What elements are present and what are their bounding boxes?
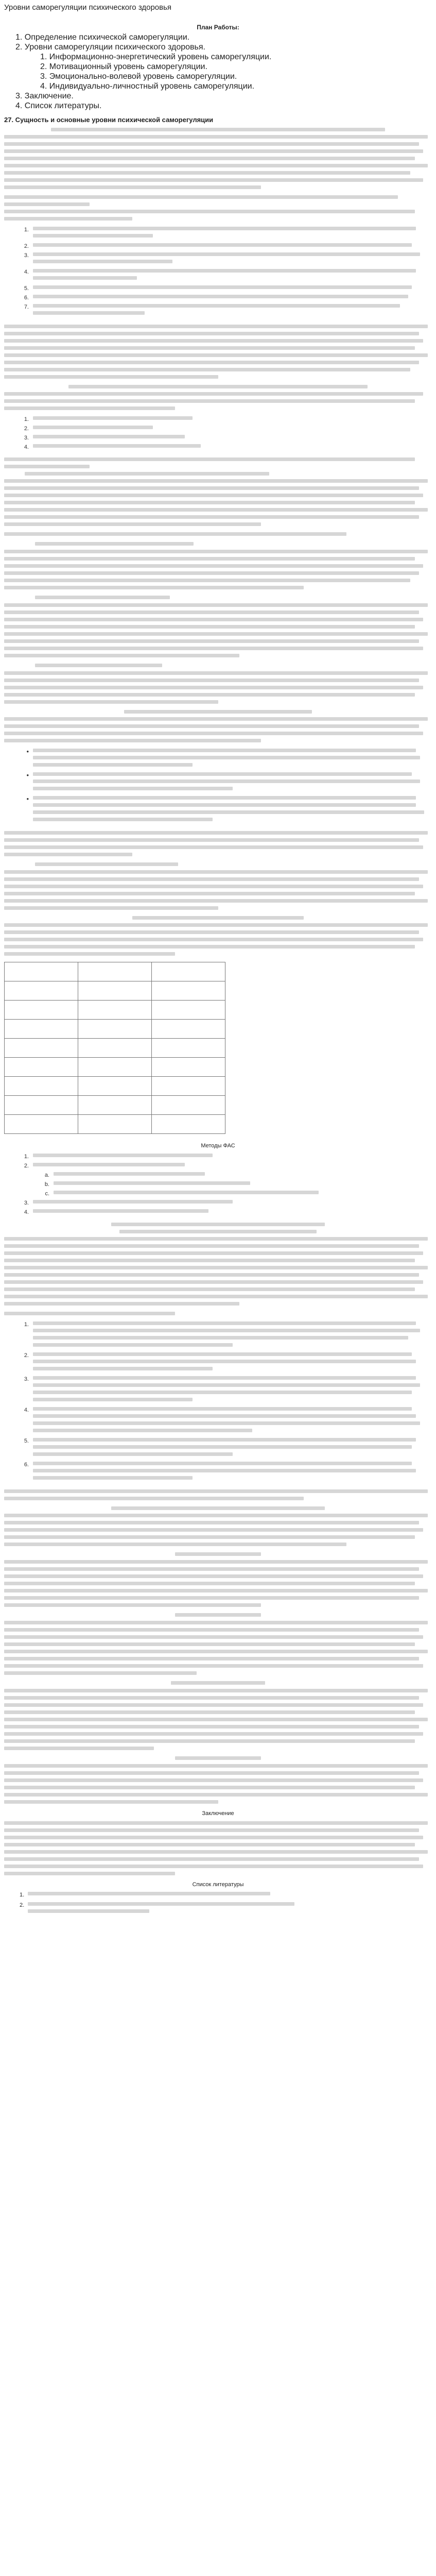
paragraph <box>4 717 432 742</box>
plan-item: 1. Определение психической саморегуляции. <box>15 33 190 42</box>
quote <box>4 385 432 388</box>
table-cell <box>152 1096 225 1115</box>
table-cell <box>5 1058 78 1077</box>
section-title: 27. Сущность и основные уровни психической саморегуляции <box>4 116 214 124</box>
plan-list <box>4 32 432 111</box>
list-item: 2. <box>4 243 432 250</box>
list-item: 4. <box>4 444 432 451</box>
data-table <box>4 962 225 1134</box>
list-item: 3. <box>4 252 432 267</box>
table-cell <box>78 962 152 981</box>
table-cell <box>152 1077 225 1096</box>
table-cell <box>152 981 225 1001</box>
caption <box>4 1506 432 1510</box>
list-item: b. <box>4 1181 432 1189</box>
table-row <box>5 1115 225 1134</box>
plan-item: 2. Уровни саморегуляции психического здоровья. <box>15 43 205 52</box>
list-item: 3. <box>4 1376 432 1405</box>
numbered-list <box>4 1321 432 1483</box>
paragraph <box>4 1237 432 1306</box>
list-item: 4. <box>4 1407 432 1436</box>
table-cell <box>78 1020 152 1039</box>
table-row <box>5 962 225 981</box>
table-cell <box>78 1001 152 1020</box>
table-row <box>5 981 225 1001</box>
sources-heading: Список литературы <box>192 1882 244 1888</box>
subsection-heading <box>4 862 432 866</box>
table-cell <box>5 1115 78 1134</box>
list-item: 1. <box>4 416 432 423</box>
table-row <box>5 1077 225 1096</box>
table-row <box>5 1039 225 1058</box>
paragraph <box>4 532 432 536</box>
plan-heading: План Работы: <box>197 24 239 31</box>
list-item: 1. <box>4 1321 432 1350</box>
paragraph <box>4 1312 432 1315</box>
list-item: 4. <box>4 1209 432 1216</box>
quote <box>4 457 432 468</box>
table-cell <box>5 1039 78 1058</box>
list-item: 7. <box>4 304 432 318</box>
subsection-heading <box>4 1756 432 1760</box>
list-item: 6. <box>4 1462 432 1483</box>
paragraph <box>4 325 432 379</box>
table-cell <box>152 962 225 981</box>
paragraph <box>4 923 432 956</box>
table-cell <box>5 1077 78 1096</box>
list-item: • <box>4 796 432 825</box>
table-row <box>5 1058 225 1077</box>
list-item: 2. <box>4 426 432 433</box>
plan-item: 4. Список литературы. <box>15 101 102 110</box>
paragraph <box>4 870 432 910</box>
table-cell <box>5 962 78 981</box>
caption <box>4 1230 432 1233</box>
plan-subitem: 2. Мотивационный уровень саморегуляции. <box>40 62 207 71</box>
plan-subitem: 4. Индивидуально-личностный уровень саморегуляции. <box>40 82 255 91</box>
subsection-heading <box>4 1613 432 1617</box>
numbered-list <box>4 227 432 318</box>
table-row <box>5 1020 225 1039</box>
document-title: Уровни саморегуляции психического здоровья <box>4 3 172 12</box>
list-item: 2. <box>4 1163 432 1170</box>
paragraph <box>4 1489 432 1500</box>
plan-section <box>4 24 432 111</box>
source-number: 2. <box>20 1902 25 1908</box>
list-item: • <box>4 772 432 794</box>
list-item: 2. <box>4 1352 432 1374</box>
paragraph <box>4 1689 432 1750</box>
table-cell <box>5 1020 78 1039</box>
paragraph <box>4 671 432 704</box>
conclusion-heading: Заключение <box>202 1810 234 1817</box>
quote <box>4 1223 432 1226</box>
paragraph <box>4 135 432 189</box>
table-cell <box>5 981 78 1001</box>
table-cell <box>5 1096 78 1115</box>
paragraph <box>4 1764 432 1804</box>
paragraph <box>4 1514 432 1546</box>
table-cell <box>152 1058 225 1077</box>
paragraph <box>4 1560 432 1607</box>
table-cell <box>78 981 152 1001</box>
list-item: • <box>4 749 432 770</box>
table-cell <box>78 1077 152 1096</box>
methods-heading: Методы ФАС <box>201 1143 235 1149</box>
source-item <box>20 1892 432 1899</box>
list-item: c. <box>4 1191 432 1198</box>
subsection-heading <box>4 542 432 546</box>
paragraph <box>4 603 432 657</box>
numbered-list <box>4 1154 432 1216</box>
subsection-heading <box>4 1681 432 1685</box>
bulleted-list <box>4 749 432 825</box>
plan-subitem: 1. Информационно-энергетический уровень саморегуляции. <box>40 53 272 61</box>
list-item: a. <box>4 1172 432 1179</box>
caption <box>4 472 432 476</box>
list-item: 3. <box>4 435 432 442</box>
epigraph <box>4 128 432 131</box>
table-cell <box>5 1001 78 1020</box>
table-cell <box>78 1039 152 1058</box>
paragraph <box>4 1621 432 1675</box>
list-item: 1. <box>4 227 432 241</box>
list-item: 5. <box>4 1438 432 1460</box>
list-item: 4. <box>4 269 432 283</box>
list-item: 3. <box>4 1200 432 1207</box>
subsection-heading <box>4 664 432 667</box>
caption <box>4 916 432 920</box>
list-item: 1. <box>4 1154 432 1161</box>
table-cell <box>152 1020 225 1039</box>
list-item: 6. <box>4 295 432 302</box>
table-cell <box>152 1115 225 1134</box>
sources-list <box>4 1892 432 1917</box>
paragraph <box>4 210 432 221</box>
quote <box>4 195 432 206</box>
list-item: 5. <box>4 285 432 293</box>
table-cell <box>78 1096 152 1115</box>
paragraph <box>4 831 432 856</box>
plan-item: 3. Заключение. <box>15 92 74 100</box>
paragraph <box>4 392 432 410</box>
paragraph <box>4 479 432 526</box>
source-item <box>20 1902 432 1917</box>
section-body <box>4 128 432 1917</box>
table-cell <box>78 1115 152 1134</box>
table-cell <box>78 1058 152 1077</box>
subsection-heading <box>4 1552 432 1556</box>
paragraph <box>4 550 432 589</box>
numbered-list <box>4 416 432 451</box>
table-cell <box>152 1001 225 1020</box>
caption <box>4 710 432 714</box>
table-row <box>5 1001 225 1020</box>
subsection-heading <box>4 596 432 599</box>
plan-subitem: 3. Эмоционально-волевой уровень саморегуляции. <box>40 72 237 81</box>
table-cell <box>152 1039 225 1058</box>
table-row <box>5 1096 225 1115</box>
paragraph <box>4 1821 432 1875</box>
source-number: 1. <box>20 1892 25 1898</box>
